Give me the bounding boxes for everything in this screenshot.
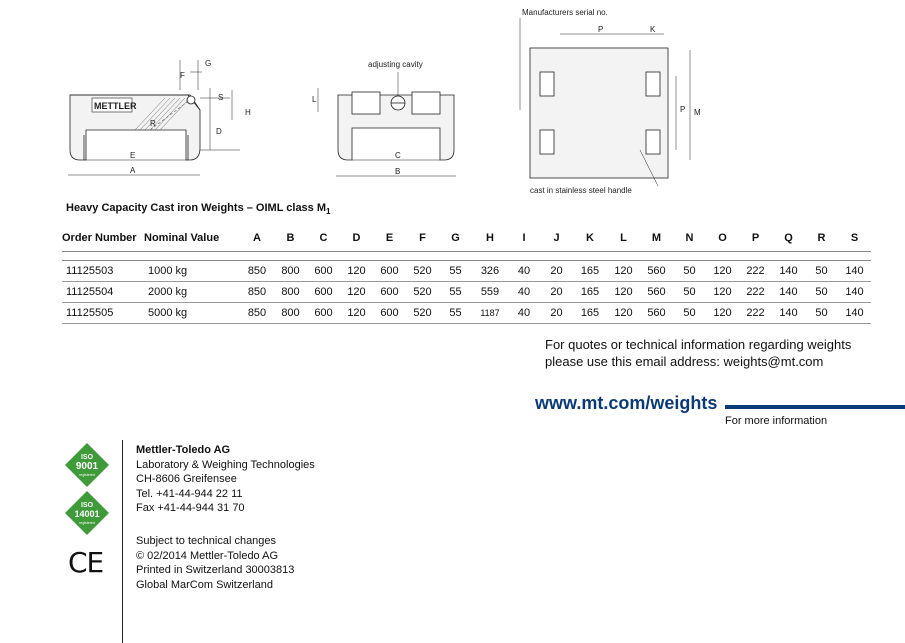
table-cell: 20	[540, 303, 573, 324]
contact-line-2: please use this email address: weights@mt.com	[545, 354, 824, 369]
top-view-drawing	[520, 18, 690, 186]
table-cell: 800	[274, 282, 307, 303]
company-line: CH-8606 Greifensee	[136, 473, 237, 485]
table-cell: 50	[805, 303, 838, 324]
table-cell: 55	[439, 303, 472, 324]
company-phone: Tel. +41-44-944 22 11	[136, 487, 243, 500]
table-cell: 120	[706, 282, 739, 303]
table-cell: 222	[739, 261, 772, 282]
svg-text:D: D	[216, 127, 222, 136]
contact-block	[545, 336, 851, 370]
col-d: D	[340, 225, 373, 252]
table-cell: 165	[573, 282, 607, 303]
table-cell: 120	[607, 303, 640, 324]
table-cell: 120	[340, 303, 373, 324]
svg-text:E: E	[130, 151, 136, 160]
svg-text:C: C	[395, 151, 401, 160]
table-row	[62, 261, 871, 282]
table-cell: 55	[439, 261, 472, 282]
svg-text:G: G	[205, 59, 212, 68]
svg-text:K: K	[650, 25, 656, 34]
table-cell: 120	[340, 261, 373, 282]
col-i: I	[508, 225, 540, 252]
col-order-number: Order Number	[62, 225, 144, 252]
table-cell: 50	[805, 282, 838, 303]
legal-line: Global MarCom Switzerland	[136, 578, 273, 591]
col-e: E	[373, 225, 406, 252]
table-cell: 850	[240, 303, 274, 324]
company-address	[136, 443, 315, 516]
company-name: Mettler-Toledo AG	[136, 444, 231, 456]
svg-text:P: P	[680, 105, 686, 114]
more-info-label: For more information	[725, 415, 828, 427]
table-cell: 600	[373, 303, 406, 324]
col-r: R	[805, 225, 838, 252]
col-q: Q	[772, 225, 805, 252]
col-n: N	[673, 225, 706, 252]
svg-text:ISO: ISO	[80, 502, 94, 509]
svg-text:P: P	[598, 25, 604, 34]
svg-text:Manufacturers serial no.: Manufacturers serial no.	[522, 8, 608, 17]
svg-text:A: A	[130, 166, 136, 175]
svg-text:cast in stainless steel handle: cast in stainless steel handle	[530, 186, 632, 195]
table-cell: 850	[240, 282, 274, 303]
table-cell: 1000 kg	[144, 261, 240, 282]
col-nominal-value: Nominal Value	[144, 225, 240, 252]
legal-line: Printed in Switzerland 30003813	[136, 564, 295, 576]
svg-text:M: M	[694, 108, 701, 117]
svg-text:9001: 9001	[75, 461, 99, 472]
table-cell: 20	[540, 282, 573, 303]
table-title: Heavy Capacity Cast iron Weights – OIML class $M_1$	[66, 202, 331, 217]
table-cell: 5000 kg	[144, 303, 240, 324]
col-g: G	[439, 225, 472, 252]
legal-line: Subject to technical changes	[136, 535, 277, 547]
website-underline-bar	[725, 405, 905, 409]
spec-table	[62, 225, 871, 324]
table-cell: 520	[406, 303, 439, 324]
footer-divider	[122, 440, 123, 643]
table-cell: 120	[607, 261, 640, 282]
table-cell: 20	[540, 261, 573, 282]
table-cell: 520	[406, 261, 439, 282]
table-cell: 50	[673, 261, 706, 282]
svg-text:L: L	[312, 95, 317, 104]
svg-text:14001: 14001	[74, 509, 100, 519]
table-cell: 50	[673, 303, 706, 324]
technical-drawings	[0, 0, 905, 200]
table-cell: 120	[706, 261, 739, 282]
col-s: S	[838, 225, 871, 252]
svg-text:METTLER: METTLER	[94, 101, 137, 111]
table-cell: 120	[706, 303, 739, 324]
svg-text:H: H	[245, 108, 251, 117]
table-cell: 560	[640, 261, 673, 282]
table-cell: 140	[838, 303, 871, 324]
table-cell: 600	[307, 282, 340, 303]
table-cell: 11125505	[62, 303, 144, 324]
svg-text:registered: registered	[79, 521, 95, 525]
table-cell: 140	[838, 261, 871, 282]
table-cell: 560	[640, 282, 673, 303]
col-b: B	[274, 225, 307, 252]
table-cell: 800	[274, 303, 307, 324]
table-cell: 600	[307, 303, 340, 324]
col-f: F	[406, 225, 439, 252]
table-cell: 560	[640, 303, 673, 324]
table-cell: 11125503	[62, 261, 144, 282]
table-spacer-row	[62, 252, 871, 261]
col-o: O	[706, 225, 739, 252]
ce-mark-icon: CE	[68, 546, 104, 579]
table-cell: 520	[406, 282, 439, 303]
table-cell: 222	[739, 303, 772, 324]
legal-line: © 02/2014 Mettler-Toledo AG	[136, 549, 279, 562]
svg-text:adjusting cavity: adjusting cavity	[368, 60, 423, 69]
table-header-row	[62, 225, 871, 252]
table-cell: 50	[673, 282, 706, 303]
iso-14001-badge-icon	[64, 490, 110, 536]
svg-text:registered: registered	[79, 473, 95, 477]
table-cell: 165	[573, 303, 607, 324]
table-cell: 140	[838, 282, 871, 303]
table-cell: 55	[439, 282, 472, 303]
legal-notes	[136, 534, 294, 592]
table-cell: 50	[805, 261, 838, 282]
website-link[interactable]: www.mt.com/weights	[535, 393, 718, 413]
table-cell: 40	[508, 303, 540, 324]
table-cell: 600	[373, 282, 406, 303]
table-cell: 120	[607, 282, 640, 303]
table-cell: 559	[472, 282, 508, 303]
col-h: H	[472, 225, 508, 252]
table-cell: 140	[772, 261, 805, 282]
table-cell: 11125504	[62, 282, 144, 303]
table-cell: 40	[508, 261, 540, 282]
table-cell: 600	[373, 261, 406, 282]
svg-text:F: F	[180, 71, 185, 80]
side-view-drawing	[68, 60, 240, 175]
table-cell: 850	[240, 261, 274, 282]
company-fax: Fax +41-44-944 31 70	[136, 502, 245, 514]
table-cell: 40	[508, 282, 540, 303]
col-p: P	[739, 225, 772, 252]
table-cell: 326	[472, 261, 508, 282]
table-cell: 140	[772, 303, 805, 324]
table-cell: 140	[772, 282, 805, 303]
table-cell: 600	[307, 261, 340, 282]
brand-plate	[92, 98, 137, 112]
col-l: L	[607, 225, 640, 252]
front-view-drawing	[318, 72, 456, 176]
table-row	[62, 303, 871, 324]
svg-text:ISO: ISO	[80, 454, 94, 461]
table-row	[62, 282, 871, 303]
table-cell: 800	[274, 261, 307, 282]
table-cell: 222	[739, 282, 772, 303]
col-k: K	[573, 225, 607, 252]
svg-text:S: S	[218, 93, 224, 102]
table-cell: 120	[340, 282, 373, 303]
iso-9001-badge-icon	[64, 442, 110, 488]
table-cell: 165	[573, 261, 607, 282]
col-m: M	[640, 225, 673, 252]
table-cell: 1187	[472, 303, 508, 324]
company-line: Laboratory & Weighing Technologies	[136, 458, 315, 471]
svg-text:R: R	[150, 119, 156, 128]
col-j: J	[540, 225, 573, 252]
col-c: C	[307, 225, 340, 252]
col-a: A	[240, 225, 274, 252]
contact-line-1: For quotes or technical information regarding weights	[545, 337, 852, 352]
svg-text:B: B	[395, 167, 401, 176]
table-cell: 2000 kg	[144, 282, 240, 303]
